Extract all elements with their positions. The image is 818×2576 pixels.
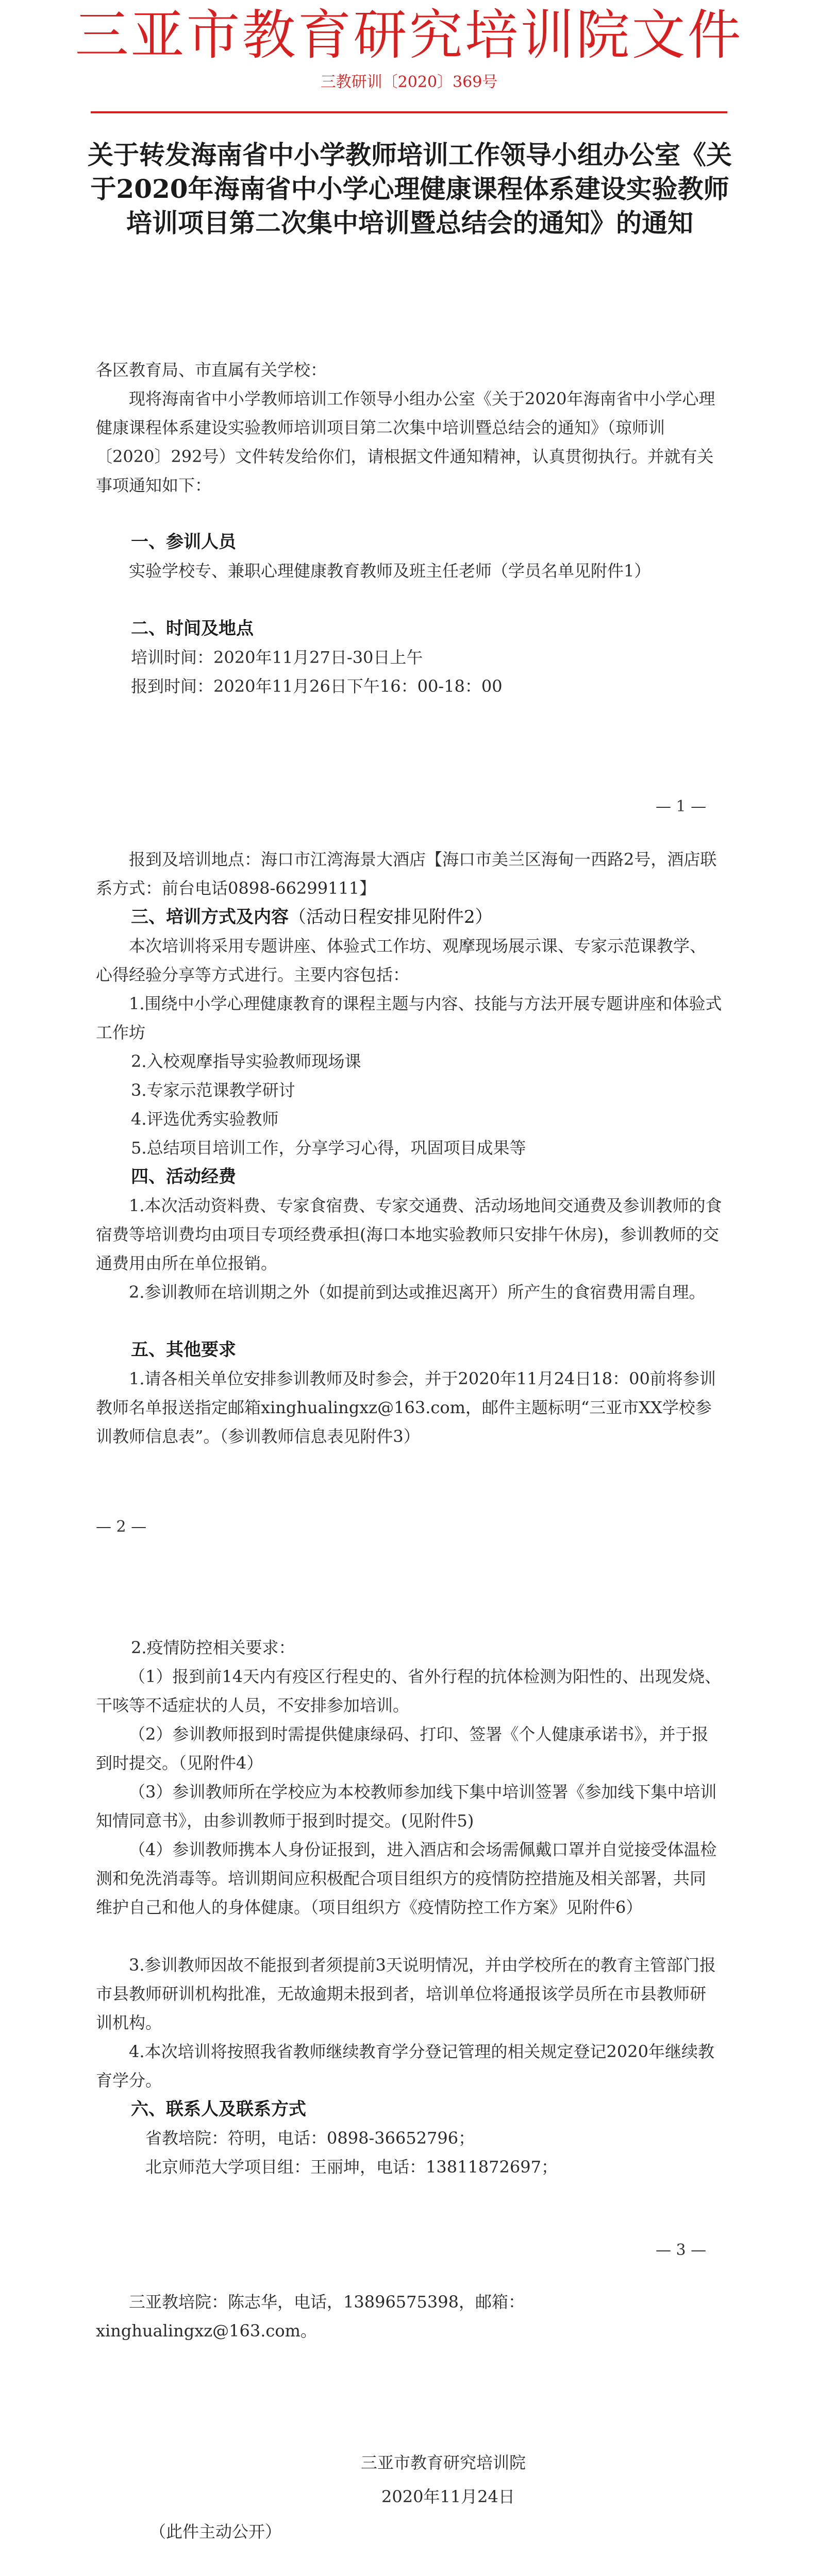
page-mark-1: — 1 —: [656, 798, 707, 816]
section-1-title: 一、参训人员: [131, 532, 236, 552]
publicity-note: （此件主动公开）: [149, 2522, 282, 2541]
content-item-1: 1.围绕中小学心理健康教育的课程主题与内容、技能与方法开展专题讲座和体验式工作坊: [96, 994, 722, 1042]
epidemic-rule-4: （4）参训教师携本人身份证报到，进入酒店和会场需佩戴口罩并自觉接受体温检测和免洗消毒等。培训期间应积极配合项目组织方的疫情防控措施及相关部署，共同维护自己和他人的身体健康。（项目组织方《疫情防控工作方案》见附件6）: [96, 1840, 717, 1917]
venue-info: 报到及培训地点：海口市江湾海景大酒店【海口市美兰区海甸一西路2号，酒店联系方式：前台电话0898-66299111】: [96, 850, 717, 898]
section-5-title: 五、其他要求: [131, 1340, 236, 1360]
requirement-4: 4.本次培训将按照我省教师继续教育学分登记管理的相关规定登记2020年继续教育学分。: [96, 2042, 714, 2090]
contact-sanya: 三亚教培院：陈志华，电话，13896575398，邮箱：xinghualingxz@163.com。: [96, 2292, 525, 2341]
requirement-2-title: 2.疫情防控相关要求：: [131, 1638, 295, 1657]
funding-item-1: 1.本次活动资料费、专家食宿费、专家交通费、活动场地间交通费及参训教师的食宿费等培训费均由项目专项经费承担(海口本地实验教师只安排午休房)，参训教师的交通费用由所在单位报销。: [96, 1196, 722, 1273]
org-title: 三亚市教育研究培训院文件: [75, 4, 743, 66]
intro-paragraph: 现将海南省中小学教师培训工作领导小组办公室《关于2020年海南省中小学心理健康课程体系建设实验教师培训项目第二次集中培训暨总结会的通知》（琼师训〔2020〕292号）文件转发给你们，请根据文件通知精神，认真贯彻执行。并就有关事项通知如下：: [96, 389, 715, 495]
red-header-rule: [91, 111, 727, 113]
section-4-title: 四、活动经费: [131, 1166, 236, 1187]
doc-number: 三教研训〔2020〕369号: [320, 73, 498, 91]
section-6-title: 六、联系人及联系方式: [131, 2099, 306, 2120]
salutation: 各区教育局、市直属有关学校：: [96, 360, 327, 380]
contact-provincial: 省教培院：符明，电话：0898-36652796；: [145, 2128, 475, 2148]
epidemic-rule-2: （2）参训教师报到时需提供健康绿码、打印、签署《个人健康承诺书》，并于报到时提交。（见附件4）: [96, 1724, 709, 1773]
content-item-2: 2.入校观摩指导实验教师现场课: [131, 1052, 361, 1071]
epidemic-rule-3: （3）参训教师所在学校应为本校教师参加线下集中培训签署《参加线下集中培训知情同意书》，由参训教师于报到时提交。(见附件5): [96, 1782, 717, 1831]
page-mark-3: — 3 —: [656, 2241, 707, 2259]
signature-date: 2020年11月24日: [381, 2487, 515, 2506]
page-mark-2: — 2 —: [96, 1518, 147, 1536]
notice-title: 关于转发海南省中小学教师培训工作领导小组办公室《关于2020年海南省中小学心理健康课程体系建设实验教师培训项目第二次集中培训暨总结会的通知》的通知: [88, 140, 732, 238]
report-time: 报到时间：2020年11月26日下午16：00-18：00: [131, 676, 503, 696]
section-3-title-note: （活动日程安排见附件2）: [289, 907, 493, 927]
train-time: 培训时间：2020年11月27日-30日上午: [131, 648, 423, 667]
content-item-3: 3.专家示范课教学研讨: [131, 1080, 295, 1100]
content-item-5: 5.总结项目培训工作，分享学习心得，巩固项目成果等: [131, 1138, 526, 1158]
signature-org: 三亚市教育研究培训院: [361, 2453, 526, 2472]
content-item-4: 4.评选优秀实验教师: [131, 1109, 279, 1129]
requirement-1: 1.请各相关单位安排参训教师及时参会，并于2020年11月24日18：00前将参训教师名单报送指定邮箱xinghualingxz@163.com，邮件主题标明“三亚市XX学校参训教师信息表”。（参训教师信息表见附件3）: [96, 1369, 716, 1446]
section-3-title-text: 三、培训方式及内容: [131, 907, 289, 927]
section-2-title: 二、时间及地点: [131, 618, 254, 639]
section-3-title: [131, 903, 493, 931]
section-3-body: 本次培训将采用专题讲座、体验式工作坊、观摩现场展示课、专家示范课教学、心得经验分享等方式进行。主要内容包括：: [96, 936, 707, 985]
funding-item-2: 2.参训教师在培训期之外（如提前到达或推迟离开）所产生的食宿费用需自理。: [129, 1282, 706, 1302]
contact-bnu: 北京师范大学项目组：王丽坤，电话：13811872697；: [145, 2157, 558, 2177]
section-1-body: 实验学校专、兼职心理健康教育教师及班主任老师（学员名单见附件1）: [129, 561, 651, 581]
epidemic-rule-1: （1）报到前14天内有疫区行程史的、省外行程的抗体检测为阳性的、出现发烧、干咳等不适症状的人员，不安排参加培训。: [96, 1667, 722, 1715]
requirement-3: 3.参训教师因故不能报到者须提前3天说明情况，并由学校所在的教育主管部门报市县教师研训机构批准，无故逾期未报到者，培训单位将通报该学员所在市县教师研训机构。: [96, 1955, 716, 2032]
